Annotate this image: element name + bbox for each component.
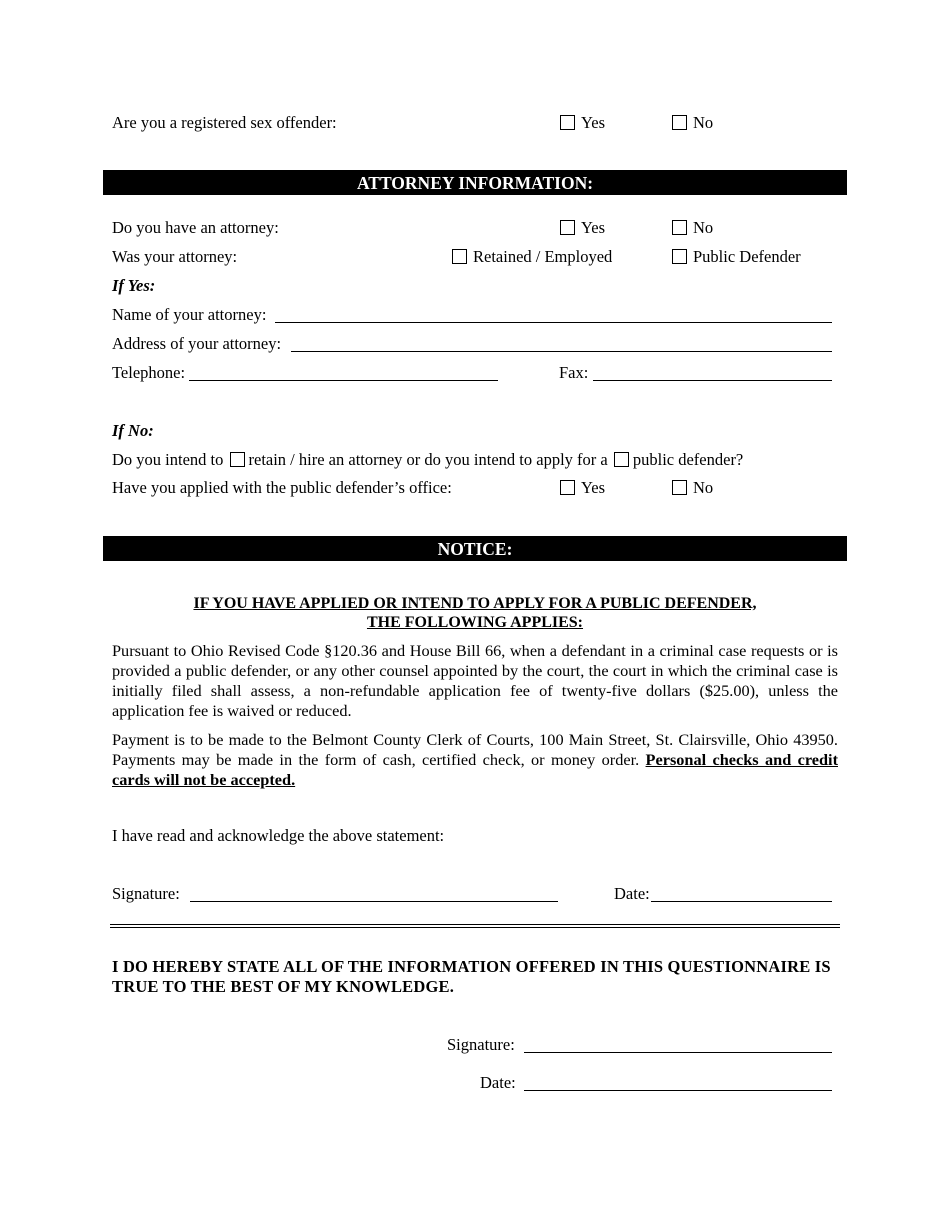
notice-banner: NOTICE: (103, 536, 847, 561)
notice-signature-label: Signature: (112, 884, 180, 903)
public-defender-checkbox[interactable] (672, 249, 687, 264)
attorney-address-field[interactable] (291, 351, 832, 352)
acknowledge-statement: I have read and acknowledge the above statement: (112, 826, 445, 845)
have-attorney-yes-option[interactable] (560, 218, 605, 238)
applied-no-label: No (693, 478, 714, 497)
notice-heading-line2: THE FOLLOWING APPLIES: (366, 614, 584, 631)
applied-no-option[interactable] (672, 478, 713, 498)
retained-option[interactable] (452, 247, 612, 267)
notice-paragraph-1: Pursuant to Ohio Revised Code §120.36 and House Bill 66, when a defendant in a criminal case requests or is provided a public defender, or any other counsel appointed by the court, the court in which the criminal case is initially filed shall assess, a non-refundable application fee of twenty-five dollars ($25.00), unless the application fee is waived or reduced. (112, 641, 838, 720)
notice-date-field[interactable] (651, 901, 832, 902)
have-attorney-question: Do you have an attorney: (112, 218, 279, 237)
offender-no-checkbox[interactable] (672, 115, 687, 130)
attorney-type-question: Was your attorney: (112, 247, 238, 266)
intend-retain-checkbox[interactable] (230, 452, 245, 467)
final-statement: I DO HEREBY STATE ALL OF THE INFORMATION OFFERED IN THIS QUESTIONNAIRE IS TRUE TO THE BEST OF MY KNOWLEDGE. (112, 957, 831, 996)
notice-heading-line1: IF YOU HAVE APPLIED OR INTEND TO APPLY FOR A PUBLIC DEFENDER, (193, 595, 757, 612)
public-defender-label: Public Defender (693, 247, 801, 266)
telephone-label: Telephone: (112, 363, 186, 382)
notice-date-label: Date: (614, 884, 650, 903)
offender-yes-checkbox[interactable] (560, 115, 575, 130)
retained-checkbox[interactable] (452, 249, 467, 264)
intend-question (112, 450, 743, 470)
if-yes-heading: If Yes: (112, 276, 156, 295)
notice-paragraph-2 (112, 730, 838, 790)
attorney-address-label: Address of your attorney: (112, 334, 282, 353)
intend-part2: retain / hire an attorney or do you intend to apply for a (248, 450, 608, 469)
if-no-heading: If No: (112, 421, 154, 440)
applied-no-checkbox[interactable] (672, 480, 687, 495)
attorney-name-field[interactable] (275, 322, 832, 323)
final-date-label: Date: (480, 1073, 516, 1092)
fax-label: Fax: (559, 363, 589, 382)
public-defender-option[interactable] (672, 247, 801, 267)
final-signature-field[interactable] (524, 1052, 832, 1053)
double-divider (110, 924, 840, 928)
final-signature-label: Signature: (447, 1035, 515, 1054)
intend-part1: Do you intend to (112, 450, 224, 469)
have-attorney-no-checkbox[interactable] (672, 220, 687, 235)
attorney-section-banner: ATTORNEY INFORMATION: (103, 170, 847, 195)
offender-no-option[interactable] (672, 113, 713, 133)
have-attorney-no-label: No (693, 218, 714, 237)
applied-yes-option[interactable] (560, 478, 605, 498)
have-attorney-yes-checkbox[interactable] (560, 220, 575, 235)
offender-yes-label: Yes (581, 113, 606, 132)
applied-yes-label: Yes (581, 478, 606, 497)
have-attorney-no-option[interactable] (672, 218, 713, 238)
attorney-name-label: Name of your attorney: (112, 305, 267, 324)
offender-question: Are you a registered sex offender: (112, 113, 337, 132)
notice-payment-warning: Personal checks and credit cards will not be accepted. (112, 750, 838, 789)
notice-signature-field[interactable] (190, 901, 558, 902)
fax-field[interactable] (593, 380, 832, 381)
applied-question: Have you applied with the public defender’s office: (112, 478, 452, 497)
offender-no-label: No (693, 113, 714, 132)
applied-yes-checkbox[interactable] (560, 480, 575, 495)
telephone-field[interactable] (189, 380, 498, 381)
notice-paragraph-2-text: Payment is to be made to the Belmont County Clerk of Courts, 100 Main Street, St. Clairsville, Ohio 43950. Payments may be made in the form of cash, certified check, or money order. (112, 730, 838, 769)
intend-public-defender-checkbox[interactable] (614, 452, 629, 467)
intend-part3: public defender? (632, 450, 744, 469)
final-date-field[interactable] (524, 1090, 832, 1091)
have-attorney-yes-label: Yes (581, 218, 606, 237)
offender-yes-option[interactable] (560, 113, 605, 133)
retained-label: Retained / Employed (473, 247, 613, 266)
